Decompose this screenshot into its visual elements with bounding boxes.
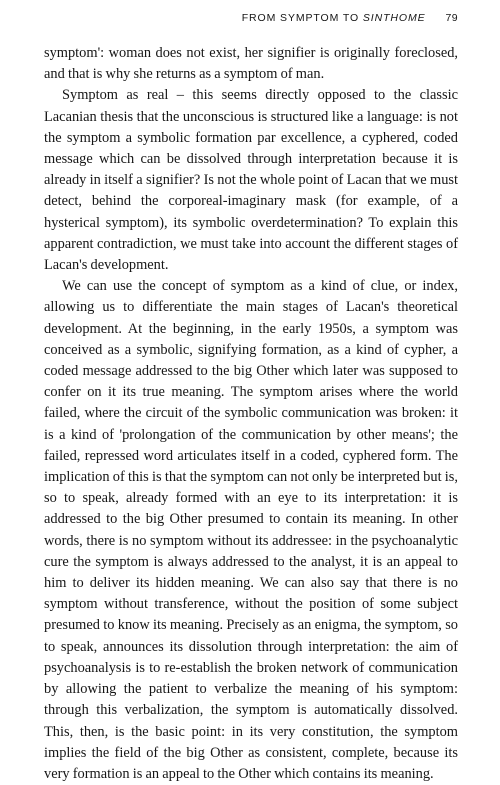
body-text	[44, 43, 458, 785]
page-number: 79	[445, 12, 458, 24]
running-header	[158, 12, 458, 28]
running-title-prefix: FROM SYMPTOM TO	[241, 12, 363, 24]
paragraph-stages-of-lacan: We can use the concept of symptom as a kind of clue, or index, allowing us to differentiate the main stages of Lacan's theoretical development. At the beginning, in the early 1950s, a symptom was conceived as a symbolic, signifying formation, as a kind of cypher, a coded message addressed to the big Other which later was supposed to confer on it its true meaning. The symptom arises where the world failed, where the circuit of the symbolic communication was broken: it is a kind of 'prolongation of the communication by other means'; the failed, repressed word articulates itself in a coded, cyphered form. The implication of this is that the symptom can not only be interpreted but is, so to speak, already formed with an eye to its interpretation: it is addressed to the big Other presumed to contain its meaning. In other words, there is no symptom without its addressee: in the psychoanalytic cure the symptom is always addressed to the analyst, it is an appeal to him to deliver its hidden meaning. We can also say that there is no symptom without transference, without the position of some subject presumed to know its meaning. Precisely as an enigma, the symptom, so to speak, announces its dissolution through interpretation: the aim of psychoanalysis is to re-establish the broken network of communication by allowing the patient to verbalize the meaning of his symptom: through this verbalization, the symptom is automatically dissolved. This, then, is the basic point: in its very constitution, the symptom implies the field of the big Other as consistent, complete, because its very formation is an appeal to the Other which contains its meaning.	[44, 278, 458, 782]
paragraph-symptom-as-real: Symptom as real – this seems directly opposed to the classic Lacanian thesis that the unconscious is structured like a language: is not the symptom a symbolic formation par excellence, a cyphered, coded message which can be dissolved through interpretation because it is already in itself a signifier? Is not the whole point of Lacan that we must detect, behind the corporeal-imaginary mask (for example, of a hysterical symptom), its symbolic overdetermination? To explain this apparent contradiction, we must take into account the different stages of Lacan's development.	[44, 87, 458, 274]
running-title-italic: SINTHOME	[362, 12, 426, 24]
running-title	[242, 12, 426, 24]
paragraph-continued: symptom': woman does not exist, her signifier is originally foreclosed, and that is why she returns as a symptom of man.	[44, 45, 458, 83]
